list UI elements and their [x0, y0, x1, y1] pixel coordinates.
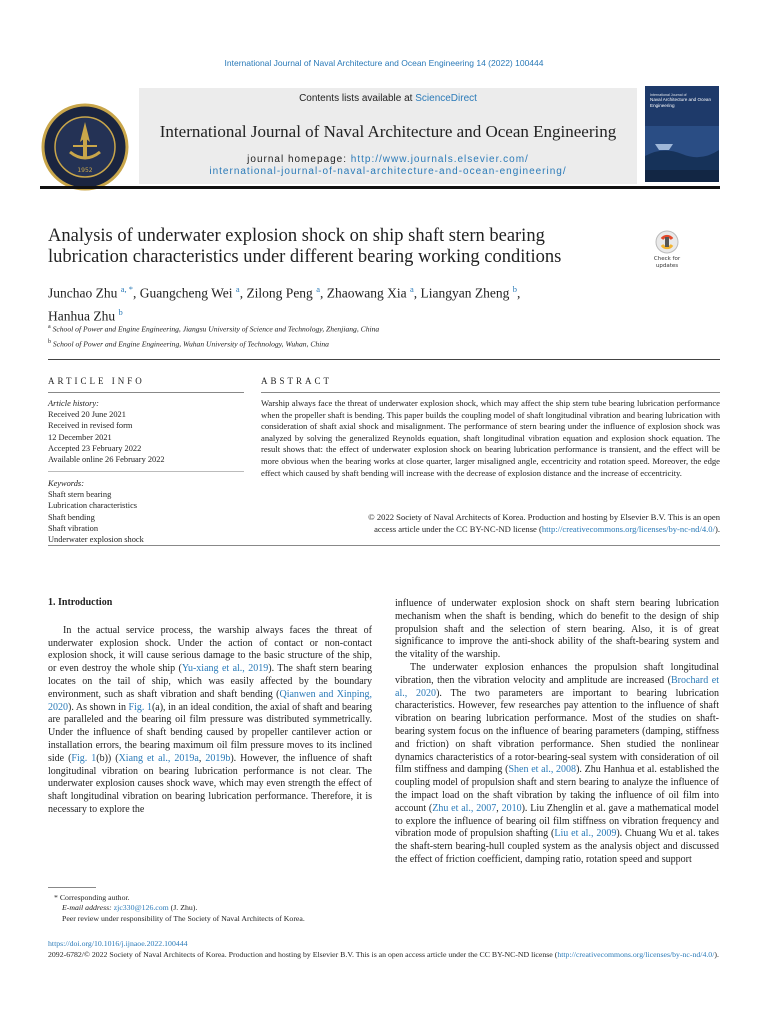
abstract-rule [261, 392, 720, 393]
citation-link[interactable]: Yu-xiang et al., 2019 [181, 663, 269, 675]
copyright-line-1: © 2022 Society of Naval Architects of Korea. Production and hosting by Elsevier B.V. This is an open [368, 512, 720, 522]
journal-homepage-cont [139, 166, 637, 177]
author-list: Junchao Zhu $^{a, *}$, Guangcheng Wei $^a$, Zilong Peng $^a$, Zhaowang Xia $^a$, Liangyan Zheng $^b$, Hanhua Zhu $^b$ [48, 284, 521, 323]
abstract-heading: ABSTRACT [261, 376, 333, 386]
author-name[interactable]: Hanhua Zhu [48, 308, 116, 323]
affiliation-a: $^a$ School of Power and Engine Engineering, Jiangsu University of Science and Technology, Zhenjiang, China [48, 324, 380, 334]
check-for-updates-badge[interactable] [646, 229, 688, 269]
abstract-bottom-rule [48, 545, 720, 546]
cover-small: International Journal of [650, 93, 687, 97]
check-updates-line-2: updates [655, 263, 679, 269]
homepage-link-1[interactable]: http://www.journals.elsevier.com/ [350, 154, 529, 165]
keyword: Lubrication characteristics [48, 501, 138, 511]
history-item: 12 December 2021 [48, 432, 112, 442]
keyword: Shaft stern bearing [48, 490, 112, 500]
body-column-right [395, 598, 719, 867]
figure-link[interactable]: Fig. 1 [128, 701, 152, 713]
cover-main: Naval Architecture and Ocean Engineering [650, 97, 712, 108]
homepage-prefix: journal homepage: [247, 154, 351, 165]
license-statement: 2092-6782/© 2022 Society of Naval Architects of Korea. Production and hosting by Elsevier B.V. This is an open access article under the CC BY-NC-ND license (http://creativecommons.org/licenses/by-nc-nd/4.0/). [48, 949, 719, 959]
author-name[interactable]: Junchao Zhu [48, 285, 118, 301]
citation-link[interactable]: Brochard et al., 2020 [395, 674, 719, 699]
citation-link[interactable]: Liu et al., 2009 [554, 828, 617, 840]
keyword: Underwater explosion shock [48, 535, 144, 545]
history-label: Article history: [48, 399, 99, 408]
header-rule [40, 186, 720, 189]
citation-link[interactable]: 2010 [501, 802, 522, 814]
society-logo [40, 102, 130, 192]
license-link-footer[interactable]: http://creativecommons.org/licenses/by-nc-nd/4.0/ [557, 949, 715, 959]
author-name[interactable]: Zilong Peng [246, 285, 313, 301]
title-line-1: Analysis of underwater explosion shock on ship shaft stern bearing [48, 226, 545, 246]
citation-link[interactable]: Qianwen and Xinping, 2020 [48, 688, 372, 713]
keywords-rule [48, 471, 244, 472]
citation-link[interactable]: Zhu et al., 2007 [432, 802, 497, 814]
article-history [48, 398, 244, 465]
author-name[interactable]: Zhaowang Xia [326, 285, 407, 301]
footnote-rule [48, 887, 96, 888]
history-item: Received in revised form [48, 421, 133, 431]
doi-link[interactable]: https://doi.org/10.1016/j.ijnaoe.2022.100444 [48, 939, 188, 948]
author-name[interactable]: Liangyan Zheng [420, 285, 510, 301]
journal-reference[interactable]: International Journal of Naval Architecture and Ocean Engineering 14 (2022) 100444 [224, 58, 544, 68]
author-affil-sup[interactable]: a [235, 284, 240, 294]
journal-cover-thumbnail[interactable] [645, 86, 719, 182]
license-link[interactable]: http://creativecommons.org/licenses/by-nc-nd/4.0/ [541, 523, 715, 534]
contents-line [139, 93, 637, 104]
copyright-line-2: access article under the CC BY-NC-ND license (http://creativecommons.org/licenses/by-nc-nd/4.0/). [374, 523, 720, 534]
email-link[interactable]: zjc330@126.com [113, 903, 169, 913]
citation-link[interactable]: Xiang et al., 2019a [118, 752, 199, 764]
footnote [48, 893, 378, 924]
body-column-left [48, 597, 372, 817]
keyword: Shaft bending [48, 512, 95, 522]
email-line: E-mail address: zjc330@126.com (J. Zhu). [62, 903, 198, 913]
citation-link[interactable]: 2019b [205, 752, 231, 764]
affiliation-b: $^b$ School of Power and Engine Engineering, Wuhan University of Technology, Wuhan, China [48, 338, 329, 349]
logo-year: 1952 [77, 167, 93, 174]
article-info-heading: ARTICLE INFO [48, 376, 145, 386]
homepage-link-2[interactable]: international-journal-of-naval-architecture-and-ocean-engineering/ [209, 166, 567, 177]
cover-footer-band [645, 170, 719, 182]
keyword: Shaft vibration [48, 523, 99, 533]
history-item: Received 20 June 2021 [48, 410, 126, 420]
section-rule [48, 359, 720, 360]
paragraph: influence of underwater explosion shock on shaft stern bearing lubrication mechanism when the shaft is bending, which do benefit to the design of ship propulsion shaft and the selection of stern bearing. Also, it is of great significance to improve the anti-shock ability of the shaft-bearing system and the vitality of the warship. [395, 598, 719, 661]
corresponding-author: * Corresponding author. [54, 893, 130, 902]
abstract-copyright [261, 512, 720, 535]
citation-link[interactable]: Shen et al., 2008 [508, 764, 577, 776]
article-info-rule [48, 392, 244, 393]
author-name[interactable]: Guangcheng Wei [139, 285, 233, 301]
history-item: Available online 26 February 2022 [48, 455, 165, 465]
history-item: Accepted 23 February 2022 [48, 443, 142, 453]
paragraph: The underwater explosion enhances the propulsion shaft longitudinal vibration, then the vibration velocity and amplitude are increased (Brochard et al., 2020). The two parameters are important to bearing lubrication characteristics. However, few researches pay attention to the influence of shaft vibration on bearing lubrication performance. Most of the studies on shaft-bearing system focus on the influence of bearing parameters (damping, stiffness and friction) on shaft vibration performance. Shen studied the nonlinear dynamics characteristics of a rotor-bearing-seal system with consideration of oil film stiffness and damping (Shen et al., 2008). Zhu Hanhua et al. established the coupling model of propulsion shaft and stern bearing to analyze the influence of the impact load on the shaft vibration by taking the influence of oil film into account (Zhu et al., 2007, 2010). Liu Zhenglin et al. gave a mathematical model to explore the influence of bearing oil film stiffness on vibration frequency and vibration mode of propulsion shafting (Liu et al., 2009). Chuang Wu et al. takes the shaft-stern bearing-hull coupled system as the analysis object and discussed the effect of friction coefficient, damping ratio, rotation speed and support [395, 661, 720, 865]
check-updates-line-1: Check for [653, 256, 681, 262]
abstract-text: Warship always face the threat of underwater explosion shock, which may affect the ship stern tube bearing lubrication performance when the propeller shaft is bending. This paper builds the coupling model of shaft longitudinal vibration and bearing lubrication with consideration of shaft axial shock and misalignment. The performance of stern bearing under the influence of explosion shock was analyzed by solving the generalized Reynolds equation, shaft longitudinal vibration equation and explosion shock equation. The result shows that: the effect of underwater explosion shock on bearing lubrication performance is transient, and the effect will be more obvious when the bearing works at close quarter, larger misaligned angle, eccentricity and rotation speed. Moreover, the edge effect which caused by shaft bending will increase with the decrease of explosion distance and the increase of eccentricity. [261, 398, 720, 478]
author-affil-sup[interactable]: a [316, 284, 320, 294]
cover-title [650, 93, 714, 108]
author-affil-sup[interactable]: b [118, 306, 123, 317]
peer-review-note: Peer review under responsibility of The Society of Naval Architects of Korea. [62, 913, 305, 923]
doi-license-block [48, 939, 720, 961]
paper-title [48, 226, 638, 268]
title-line-2: lubrication characteristics under different bearing working conditions [48, 247, 562, 267]
author-affil-sup[interactable]: b [512, 284, 517, 294]
journal-title: International Journal of Naval Architecture and Ocean Engineering [159, 122, 617, 141]
figure-link[interactable]: Fig. 1 [71, 752, 97, 764]
author-affil-sup[interactable]: a, * [120, 284, 134, 294]
affiliations [48, 321, 708, 350]
keywords-label: Keywords: [48, 479, 84, 488]
author-affil-sup[interactable]: a [409, 284, 414, 294]
keywords [48, 478, 244, 545]
section-heading-introduction: 1. Introduction [48, 597, 113, 608]
journal-homepage [139, 154, 637, 165]
sciencedirect-link[interactable]: ScienceDirect [415, 93, 477, 104]
paragraph: In the actual service process, the warship always faces the threat of underwater explosion shock. Under the action of contact or non-contact explosion shock, it will cause serious damage to the basic structure of the ship, or even destroy the whole ship (Yu-xiang et al., 2019). The shaft stern bearing locates on the tail of ship, which was easily affected by the boundary environment, such as shaft vibration and shaft bending (Qianwen and Xinping, 2020). As shown in Fig. 1(a), in an ideal condition, the axial of shaft and bearing are paralleled and the bearing oil film pressure was distributed symmetrically. Under the influence of shaft bending caused by propeller cantilever action or installation errors, the bearing maximum oil film pressure moves to its inclined side (Fig. 1(b)) (Xiang et al., 2019a, 2019b). However, the influence of shaft longitudinal vibration on bearing lubrication performance is not clear. The underwater explosion causes shock wave, which may even strength the effect of shaft longitudinal vibration on bearing lubrication performance. Therefore, it is necessary to explore the [48, 624, 372, 815]
contents-prefix: Contents lists available at [299, 93, 416, 104]
